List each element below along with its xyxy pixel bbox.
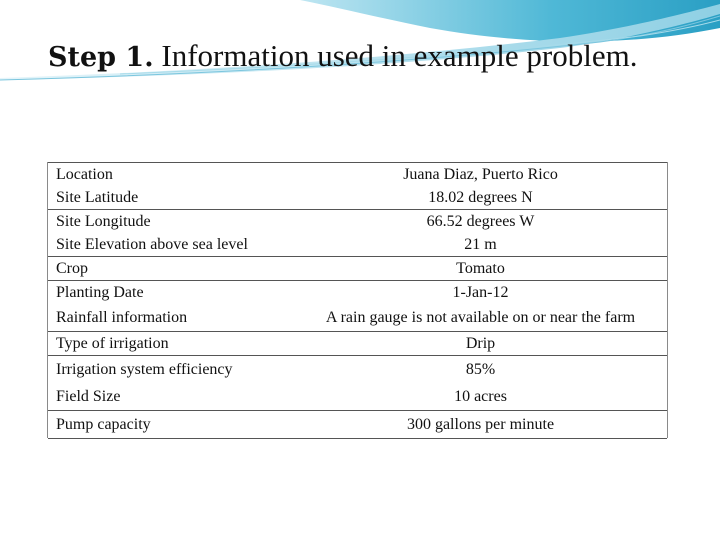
row-label: Planting Date <box>48 281 294 305</box>
table-row <box>48 356 667 384</box>
row-label: Pump capacity <box>48 411 294 439</box>
page-title <box>48 38 688 76</box>
row-value: 66.52 degrees W <box>294 210 667 234</box>
row-value: Juana Diaz, Puerto Rico <box>294 163 667 187</box>
row-value: 85% <box>294 356 667 384</box>
table-row <box>48 281 667 305</box>
row-label: Location <box>48 163 294 187</box>
row-value: A rain gauge is not available on or near the farm <box>325 309 636 326</box>
table-row <box>48 332 667 356</box>
row-label: Rainfall information <box>56 309 188 326</box>
row-value: 18.02 degrees N <box>428 189 533 206</box>
row-label: Type of irrigation <box>48 332 294 356</box>
title-step: Step 1. <box>48 42 154 73</box>
row-label: Irrigation system efficiency <box>48 356 294 384</box>
table-row <box>48 257 667 281</box>
table-row <box>48 210 667 234</box>
row-label: Site Longitude <box>48 210 294 234</box>
title-text: Information used in example problem. <box>161 38 638 73</box>
row-value: 21 m <box>464 236 497 253</box>
row-label: Site Elevation above sea level <box>56 236 248 253</box>
row-label: Crop <box>48 257 294 281</box>
table-row <box>48 383 667 411</box>
row-value: 300 gallons per minute <box>294 411 667 439</box>
row-value: 10 acres <box>454 388 507 405</box>
table-row <box>48 233 667 257</box>
info-table <box>47 162 668 438</box>
table-row <box>48 163 667 187</box>
table-row <box>48 186 667 210</box>
row-label: Site Latitude <box>56 189 139 206</box>
table-row <box>48 411 667 439</box>
row-value: Drip <box>294 332 667 356</box>
table-row <box>48 304 667 332</box>
row-value: 1-Jan-12 <box>294 281 667 305</box>
row-label: Field Size <box>56 388 121 405</box>
row-value: Tomato <box>294 257 667 281</box>
